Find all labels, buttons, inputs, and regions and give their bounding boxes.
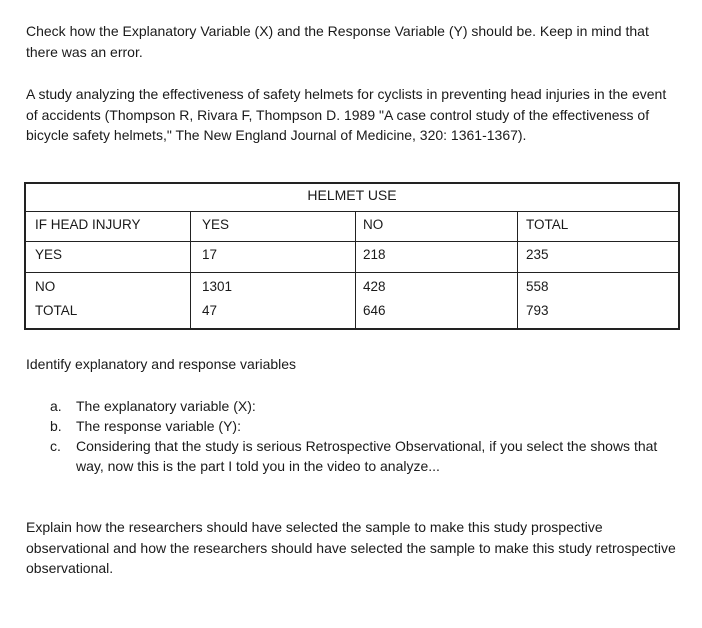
list-item-text: The explanatory variable (X): [76,398,256,414]
study-description: A study analyzing the effectiveness of safety helmets for cyclists in preventing head injuries in the event of accidents (Thompson R, Rivara F, Thompson D. 1989 "A case control study of the effectiveness of bicycle safety helmets," The New England Journal of Medicine, 320: 1361-1367). [26,86,667,143]
list-marker: a. [50,398,62,414]
table-cell: 428 [363,279,386,294]
explain-text: Explain how the researchers should have selected the sample to make this study prospective observational and how the researchers should have selected the sample to make this study retrospective observational. [26,519,676,576]
column-header: TOTAL [526,217,569,232]
list-marker: b. [50,418,62,434]
question-list [50,396,670,476]
list-item [50,436,670,476]
table-cell: 235 [526,247,549,262]
table-cell: TOTAL [35,303,78,318]
table-cell: 793 [526,303,549,318]
table-rule [26,241,678,242]
table-rule [517,211,518,328]
table-cell: 17 [202,247,218,262]
column-header: NO [363,217,384,232]
identify-heading: Identify explanatory and response variables [26,356,297,372]
table-cell: 558 [526,279,549,294]
list-marker: c. [50,438,61,454]
list-item-text: Considering that the study is serious Retrospective Observational, if you select the shows that way, now this is the part I told you in the video to analyze... [76,438,658,474]
table-title: HELMET USE [307,187,397,203]
table-cell: NO [35,279,56,294]
table-rule [26,211,678,212]
table-rule [190,211,191,328]
table-cell: 1301 [202,279,233,294]
column-header: IF HEAD INJURY [35,217,141,232]
table-cell: YES [35,247,63,262]
intro-text: Check how the Explanatory Variable (X) and the Response Variable (Y) should be. Keep in mind that there was an error. [26,23,649,60]
list-item [50,416,670,436]
table-rule [355,211,356,328]
table-cell: 646 [363,303,386,318]
table-rule [26,272,678,273]
table-cell: 47 [202,303,218,318]
helmet-use-table [24,182,680,330]
list-item [50,396,670,416]
list-item-text: The response variable (Y): [76,418,241,434]
table-cell: 218 [363,247,386,262]
column-header: YES [202,217,230,232]
